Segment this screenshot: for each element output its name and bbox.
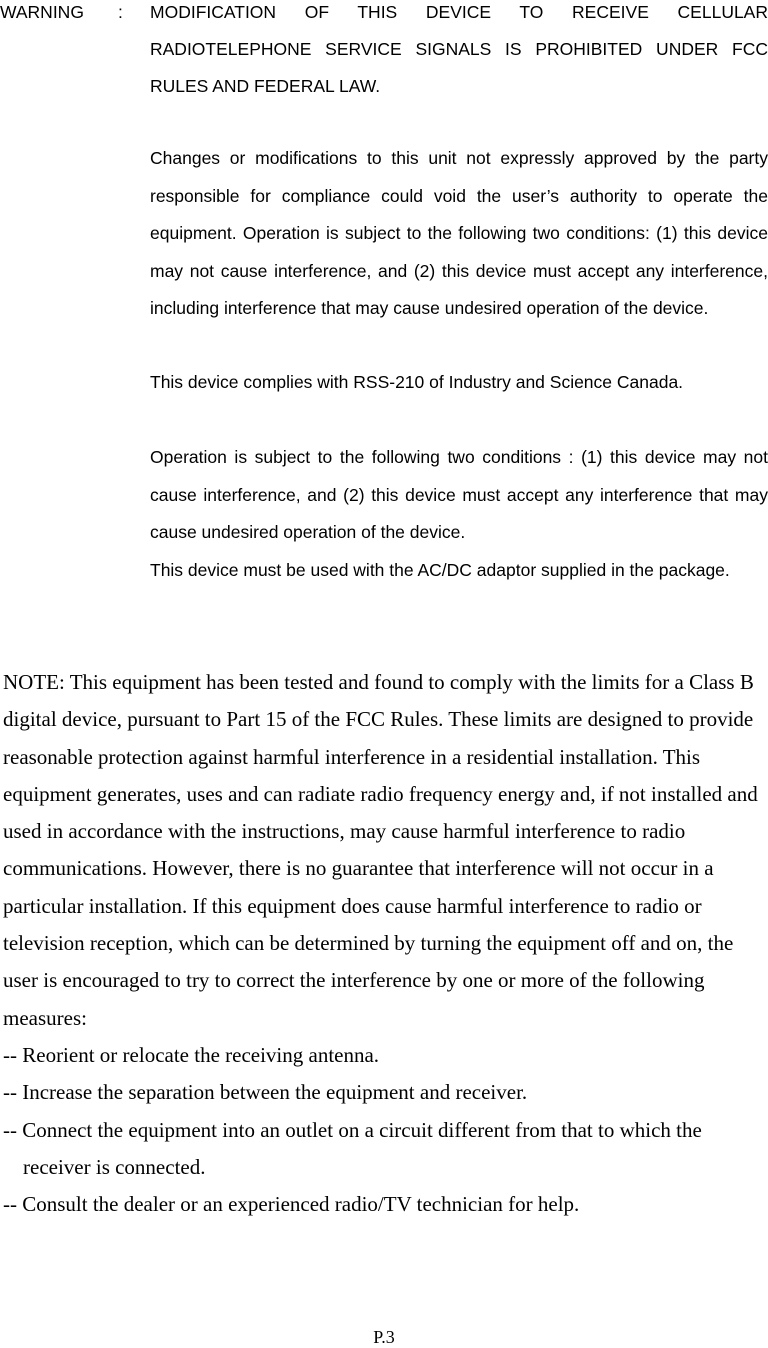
note-paragraph: NOTE: This equipment has been tested and found to comply with the limits for a Class B digital device, pursuant to Part 15 of the FCC Rules. These limits are designed to provide reasonable protection against harmful interference in a residential installation. This equipment generates, uses and can radiate radio frequency energy and, if not installed and used in accordance with the instructions, may cause harmful interference to radio communications. However, there is no guarantee that interference will not occur in a particular installation. If this equipment does cause harmful interference to radio or television reception, which can be determined by turning the equipment off and on, the user is encouraged to try to correct the interference by one or more of the following measures: <box>3 670 758 1030</box>
adaptor-paragraph: This device must be used with the AC/DC adaptor supplied in the package. <box>150 560 730 580</box>
rss-paragraph: This device complies with RSS-210 of Industry and Science Canada. <box>150 372 684 392</box>
warning-text: MODIFICATION OF THIS DEVICE TO RECEIVE CELLULAR RADIOTELEPHONE SERVICE SIGNALS IS PROHIBITED UNDER FCC RULES AND FEDERAL LAW. <box>150 2 768 96</box>
note-section <box>3 664 765 1223</box>
warning-colon: : <box>118 2 123 22</box>
measure-item: -- Connect the equipment into an outlet on a circuit different from that to which the receiver is connected. <box>3 1117 702 1179</box>
measure-item: -- Consult the dealer or an experienced radio/TV technician for help. <box>3 1192 580 1217</box>
measure-item: -- Increase the separation between the equipment and receiver. <box>3 1080 528 1105</box>
operation-paragraph: Operation is subject to the following two conditions : (1) this device may not cause interference, and (2) this device must accept any interference that may cause undesired operation of the device. <box>150 447 768 542</box>
warning-section <box>0 0 768 96</box>
page-number: P.3 <box>373 1327 395 1347</box>
warning-label: WARNING <box>0 2 84 22</box>
changes-paragraph: Changes or modifications to this unit not expressly approved by the party responsible for compliance could void the user’s authority to operate the equipment. Operation is subject to the following two conditions: (1) this device may not cause interference, and (2) this device must accept any interference, including interference that may cause undesired operation of the device. <box>150 148 768 318</box>
measure-item: -- Reorient or relocate the receiving antenna. <box>3 1042 380 1067</box>
